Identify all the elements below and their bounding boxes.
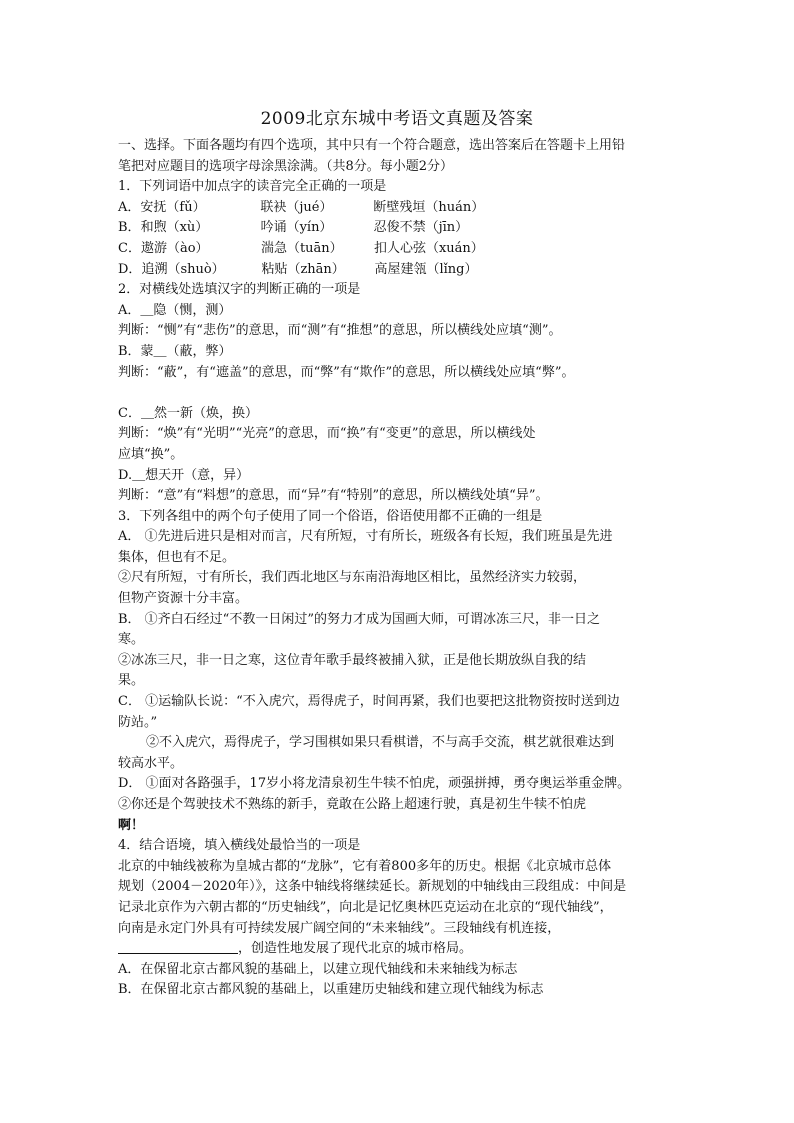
option-word: 联袂（jué） [260,199,333,215]
option-word: 追溯（shuò） [141,261,225,277]
q3-option-d-2-cont: 啊！ [118,817,145,833]
fill-in-blank [118,939,238,954]
q2-judgement-c: 判断：“焕”有“光明”“光亮”的意思，而“换”有“变更”的意思，所以横线处 [118,426,536,442]
question-3-stem: 3．下列各组中的两个句子使用了同一个俗语，俗语使用都不正确的一组是 [118,508,543,524]
q2-option-d: D.＿想天开（意，异） [118,467,250,483]
q3-option-a-1: A． ①先进后进只是相对而言，尺有所短，寸有所长，班级各有长短，我们班虽是先进 [118,529,613,545]
q3-option-c-1: C． ①运输队长说：“不入虎穴，焉得虎子，时间再紧，我们也要把这批物资按时送到边 [118,694,620,710]
q2-option-b: B．蒙＿（蔽，弊） [118,343,232,359]
q2-option-c: C．＿然一新（焕，换） [118,405,258,421]
q4-passage-line: 记录北京作为六朝古都的“历史轴线”，向北是记忆奥林匹克运动在北京的“现代轴线”， [118,899,613,915]
option-word: 安抚（fǔ） [140,199,206,215]
q2-judgement-a: 判断：“恻”有“悲伤”的意思，而“测”有“推想”的意思，所以横线处应填“测”。 [118,323,562,339]
q4-passage-line: 规划（2004－2020年）》，这条中轴线将继续延长。新规划的中轴线由三段组成：中间是 [118,879,627,895]
option-label: B． [118,220,141,236]
question-1-stem: 1．下列词语中加点字的读音完全正确的一项是 [118,179,387,195]
q3-option-c-2: ②不入虎穴，焉得虎子，学习围棋如果只看棋谱，不与高手交流，棋艺就很难达到 [146,735,615,751]
q4-passage-line: 北京的中轴线被称为皇城古都的“龙脉”，它有着800多年的历史。根据《北京城市总体 [118,858,612,874]
q4-passage-line: 向南是永定门外具有可持续发展广阔空间的“未来轴线”。三段轴线有机连接， [118,920,561,936]
q3-option-a-2: ②尺有所短，寸有所长，我们西北地区与东南沿海地区相比，虽然经济实力较弱， [118,570,587,586]
option-word: 遨游（ào） [140,240,209,256]
option-word: 扣人心弦（xuán） [373,240,484,256]
q3-option-b-1-cont: 寒。 [118,632,145,648]
q3-option-d-2: ②你还是个驾驶技术不熟练的新手，竟敢在公路上超速行驶，真是初生牛犊不怕虎 [118,797,587,812]
q2-judgement-b: 判断：“蔽”，有“遮盖”的意思，而“弊”有“欺作”的意思，所以横线处应填“弊”。 [118,364,575,380]
option-label: C． [118,240,141,256]
q4-passage-blank-line [118,939,678,960]
q1-option-b [118,218,678,239]
q4-option-b: B．在保留北京古都风貌的基础上，以重建历史轴线和建立现代轴线为标志 [118,982,544,998]
question-2-stem: 2．对横线处选填汉字的判断正确的一项是 [118,282,361,298]
blank-line [118,383,678,404]
q3-option-c-2-cont: 较高水平。 [118,755,184,771]
q3-option-a-2-cont: 但物产资源十分丰富。 [118,591,249,607]
q3-option-d-1: D． ①面对各路强手，17岁小将龙清泉初生牛犊不怕虎，顽强拼搏，勇夺奥运举重金牌。 [118,776,631,792]
question-4-stem: 4．结合语境，填入横线处最恰当的一项是 [118,838,361,854]
q2-judgement-d: 判断：“意”有“料想”的意思，而“异”有“特别”的意思，所以横线处填“异”。 [118,488,549,504]
q3-option-b-1: B． ①齐白石经过“不教一日闲过”的努力才成为国画大师，可谓冰冻三尺，非一日之 [118,611,600,627]
q3-option-b-2: ②冰冻三尺，非一日之寒，这位青年歌手最终被捕入狱，正是他长期放纵自我的结 [118,652,587,668]
option-word: 断壁残垣（huán） [373,199,485,215]
q1-option-d [118,260,678,281]
q1-option-c [118,239,678,260]
option-word: 粘贴（zhān） [261,261,345,277]
option-word: 和煦（xù） [140,220,209,236]
document-body [118,136,678,1001]
q3-option-b-2-cont: 果。 [118,673,145,689]
section-intro-line: 笔把对应题目的选项字母涂黑涂满。（共8分。每小题2分） [118,158,454,174]
q4-passage-text: ，创造性地发展了现代北京的城市格局。 [238,941,473,957]
option-word: 吟诵（yín） [260,220,333,236]
q2-judgement-c-cont: 应填“换”。 [118,446,184,462]
option-label: A． [118,199,141,215]
page-title: 2009北京东城中考语文真题及答案 [260,109,534,129]
q4-option-a: A．在保留北京古都风貌的基础上，以建立现代轴线和未来轴线为标志 [118,961,518,977]
q1-option-a [118,198,678,219]
q2-option-a: A．＿隐（恻，测） [118,302,232,318]
q3-option-a-1-cont: 集体，但也有不足。 [118,549,236,565]
option-word: 湍急（tuān） [260,240,343,256]
q3-option-c-1-cont: 防站。” [118,714,158,730]
option-label: D． [118,261,142,277]
option-word: 忍俊不禁（jīn） [373,220,469,236]
option-word: 高屋建瓴（lǐng） [374,261,478,277]
section-intro-line: 一、选择。下面各题均有四个选项，其中只有一个符合题意，选出答案后在答题卡上用铅 [118,138,626,153]
